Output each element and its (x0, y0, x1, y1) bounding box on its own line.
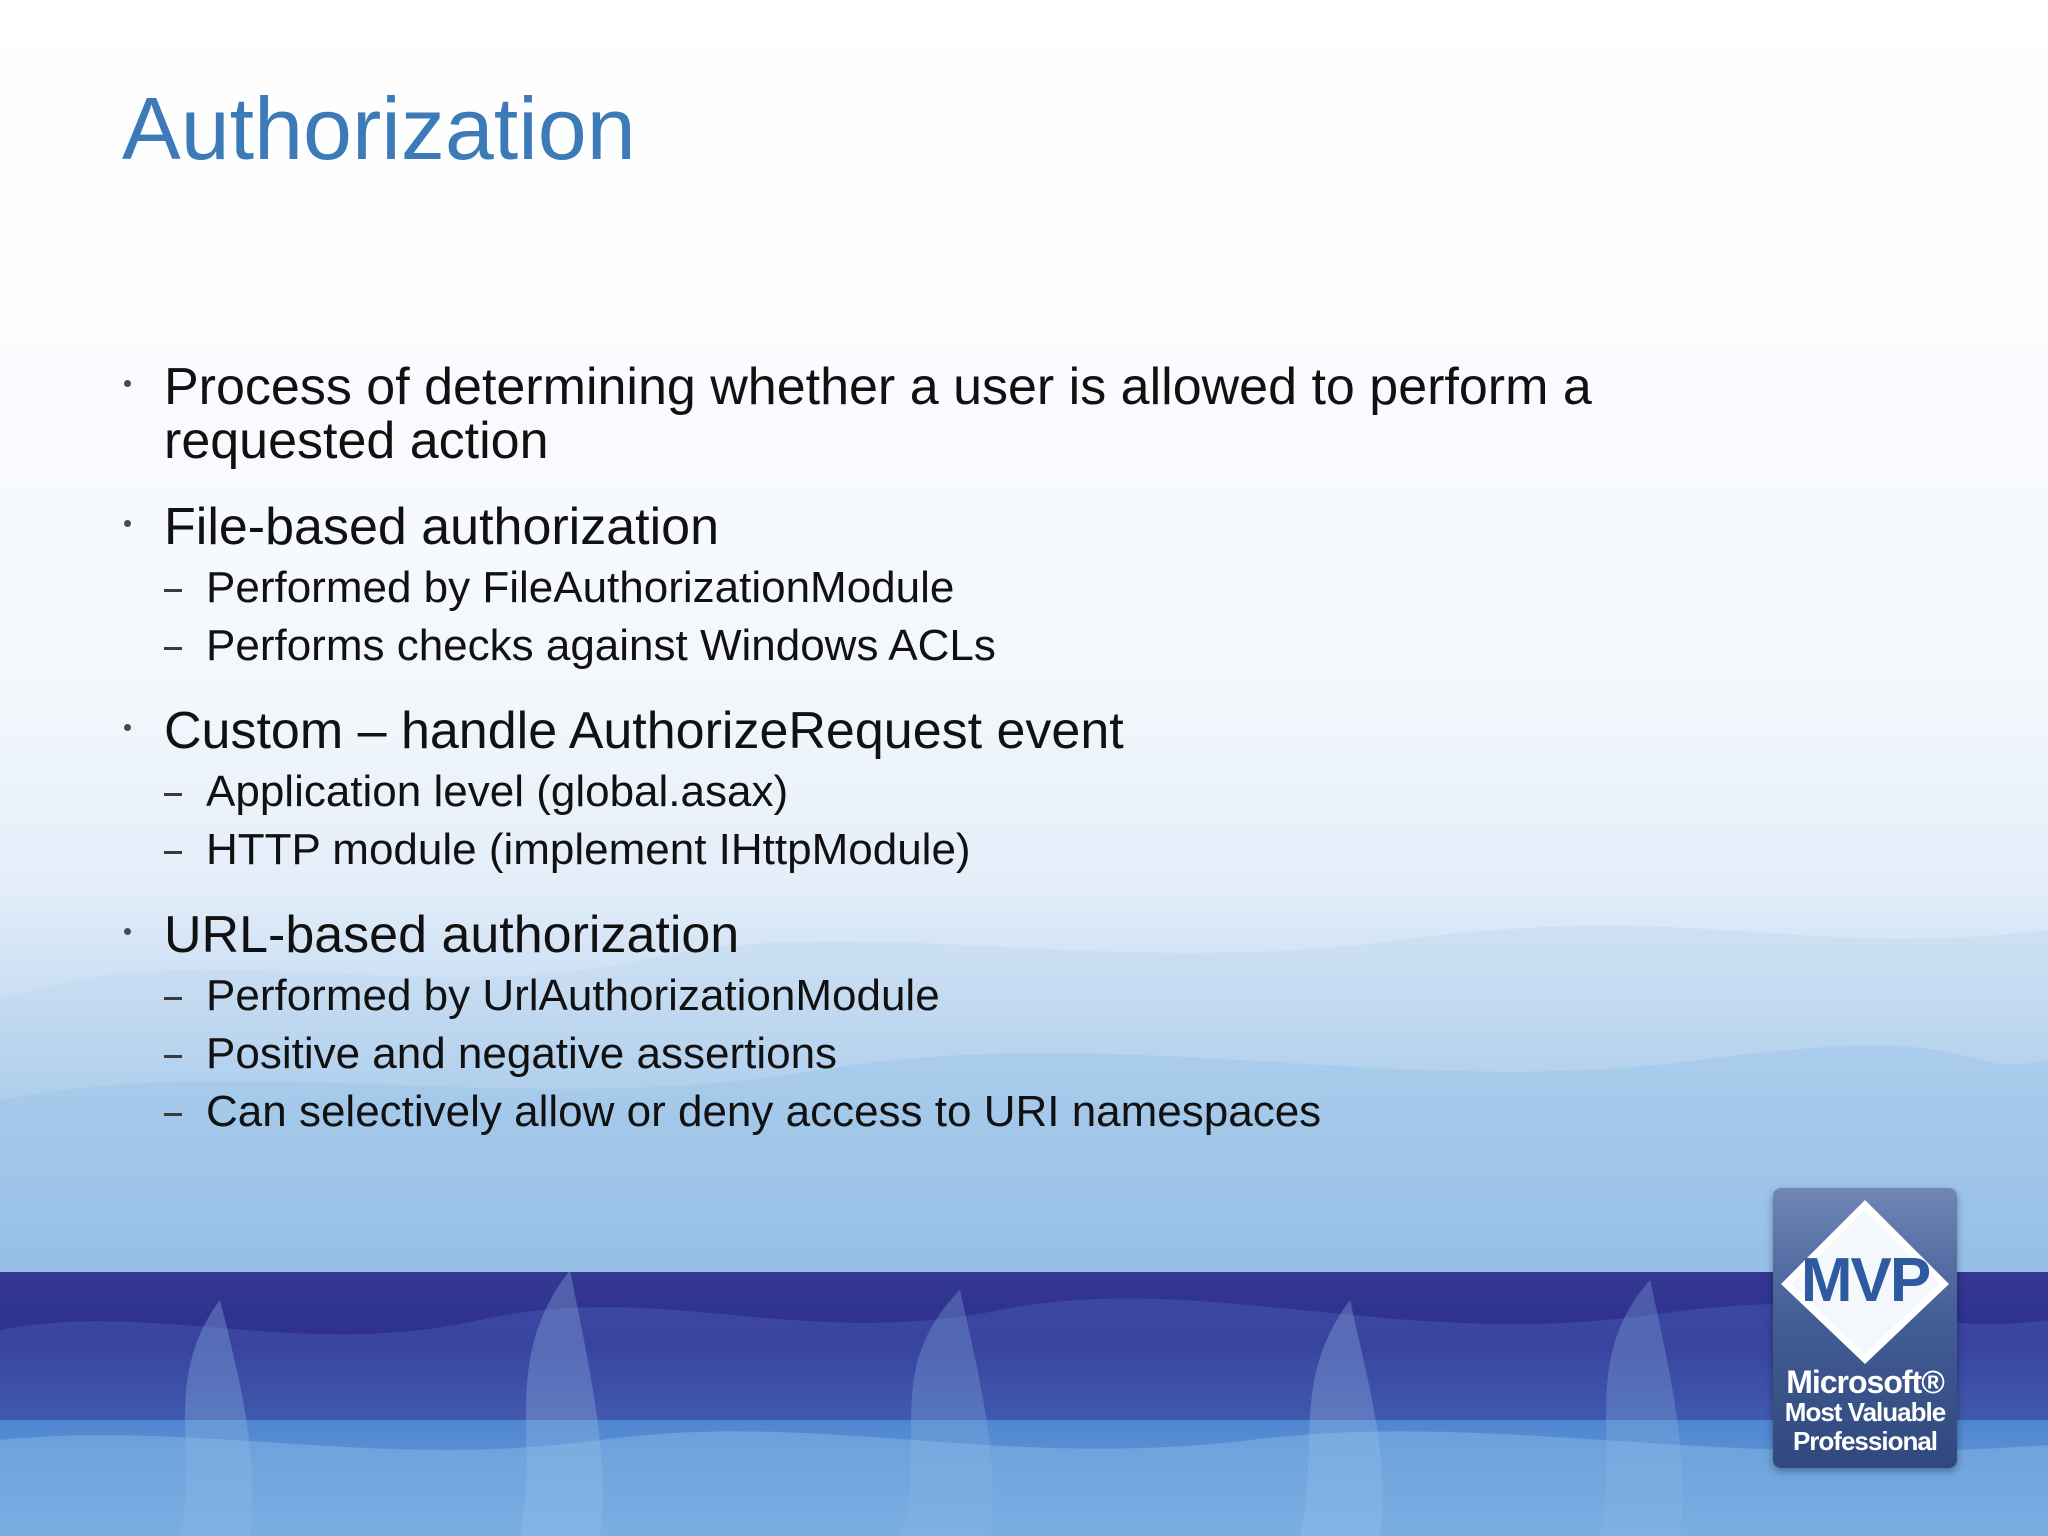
mvp-badge (1773, 1188, 1957, 1468)
sub-bullet-text: Can selectively allow or deny access to URI namespaces (206, 1087, 1322, 1136)
bullet-text: Process of determining whether a user is allowed to perform a requested action (164, 358, 1592, 470)
bullet-list (118, 360, 1818, 1138)
bullet-item (118, 908, 1818, 1138)
mvp-microsoft-label: Microsoft® (1786, 1364, 1944, 1400)
bullet-item (118, 500, 1818, 672)
sub-bullet-list (164, 970, 1818, 1138)
mvp-label: MVP (1800, 1246, 1930, 1315)
mvp-professional-label: Professional (1792, 1426, 1938, 1456)
dash-icon (164, 647, 182, 650)
sub-bullet-text: HTTP module (implement IHttpModule) (206, 825, 971, 874)
sub-bullet-list (164, 766, 1818, 876)
sub-bullet-text: Application level (global.asax) (206, 767, 789, 816)
dash-icon (164, 851, 182, 854)
dash-icon (164, 793, 182, 796)
bullet-item (118, 360, 1818, 468)
sub-bullet-item (164, 1086, 1818, 1138)
sub-bullet-item (164, 562, 1818, 614)
bullet-dot-icon (124, 928, 131, 935)
sub-bullet-item (164, 970, 1818, 1022)
bullet-item (118, 704, 1818, 876)
sub-bullet-text: Performed by UrlAuthorizationModule (206, 971, 940, 1020)
bullet-text: Custom – handle AuthorizeRequest event (164, 702, 1124, 760)
dash-icon (164, 997, 182, 1000)
sub-bullet-list (164, 562, 1818, 672)
bullet-dot-icon (124, 380, 131, 387)
sub-bullet-item (164, 620, 1818, 672)
dash-icon (164, 1055, 182, 1058)
sub-bullet-text: Performed by FileAuthorizationModule (206, 563, 955, 612)
bullet-dot-icon (124, 724, 131, 731)
bullet-text: URL-based authorization (164, 906, 740, 964)
mvp-most-valuable-label: Most Valuable (1784, 1397, 1946, 1427)
bullet-dot-icon (124, 520, 131, 527)
slide-title: Authorization (122, 79, 636, 178)
sub-bullet-item (164, 824, 1818, 876)
sub-bullet-item (164, 1028, 1818, 1080)
sub-bullet-item (164, 766, 1818, 818)
dash-icon (164, 589, 182, 592)
sub-bullet-text: Performs checks against Windows ACLs (206, 621, 996, 670)
sub-bullet-text: Positive and negative assertions (206, 1029, 838, 1078)
bullet-text: File-based authorization (164, 498, 719, 556)
dash-icon (164, 1113, 182, 1116)
